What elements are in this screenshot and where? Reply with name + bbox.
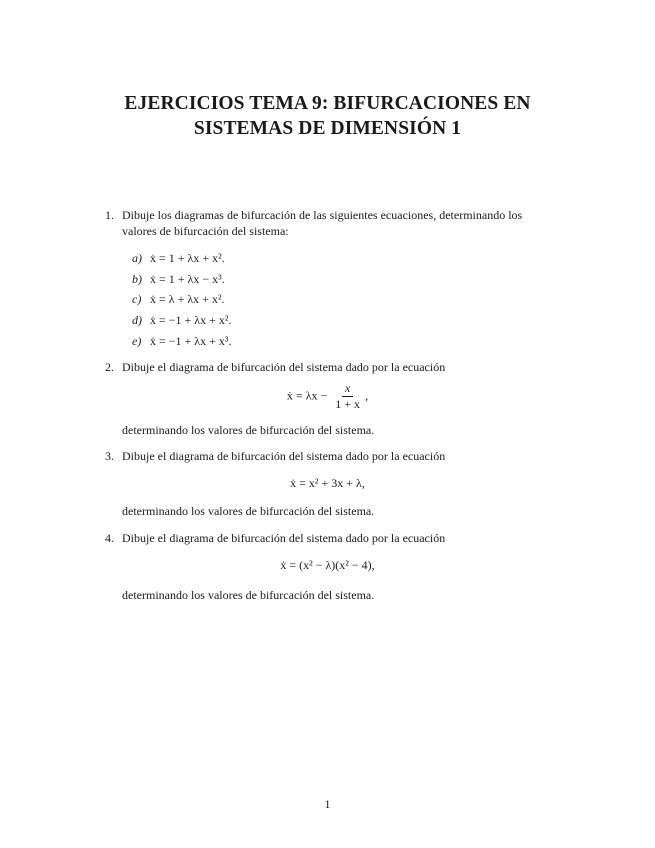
item-equation: ẋ = 1 + λx − x³.: [150, 272, 225, 286]
exercise-3-after-text: determinando los valores de bifurcación del sistema.: [122, 504, 375, 518]
exercise-2-text: Dibuje el diagrama de bifurcación del sistema dado por la ecuación: [122, 360, 446, 374]
item-label: e): [132, 334, 142, 348]
item-label: c): [132, 292, 142, 306]
item-equation: ẋ = −1 + λx + x³.: [150, 334, 232, 348]
exercise-4-number: 4.: [105, 531, 114, 545]
item-equation: ẋ = λ + λx + x².: [150, 292, 225, 306]
exercise-1-item-e: [132, 333, 232, 349]
exercise-2-after-text: determinando los valores de bifurcación del sistema.: [122, 423, 375, 437]
exercise-1-item-d: [132, 312, 232, 328]
item-equation: ẋ = −1 + λx + x².: [150, 313, 232, 327]
item-equation: ẋ = 1 + λx + x².: [150, 251, 225, 265]
exercise-4-after-text: determinando los valores de bifurcación del sistema.: [122, 588, 375, 602]
equation-lhs: ẋ = λx −: [286, 388, 328, 403]
fraction-numerator: x: [342, 381, 353, 397]
exercise-3-text: Dibuje el diagrama de bifurcación del sistema dado por la ecuación: [122, 449, 446, 463]
exercise-4-text: Dibuje el diagrama de bifurcación del sistema dado por la ecuación: [122, 531, 446, 545]
exercise-1-item-b: [132, 271, 225, 287]
exercise-3-number: 3.: [105, 449, 114, 463]
exercise-1-text-line-1: Dibuje los diagramas de bifurcación de las siguientes ecuaciones, determinando los: [122, 208, 523, 222]
equation-fraction: [332, 381, 363, 412]
item-label: b): [132, 272, 142, 286]
exercise-2-number: 2.: [105, 360, 114, 374]
page-number: 1: [324, 797, 331, 811]
page-title-line-1: EJERCICIOS TEMA 9: BIFURCACIONES EN: [124, 93, 531, 114]
exercise-1-item-a: [132, 250, 225, 266]
item-label: d): [132, 313, 142, 327]
exercise-1-text-line-2: valores de bifurcación del sistema:: [122, 224, 289, 238]
exercise-2-equation: [0, 381, 655, 412]
exercise-3-equation: ẋ = x² + 3x + λ,: [290, 476, 365, 490]
exercise-4-equation: ẋ = (x² − λ)(x² − 4),: [280, 558, 375, 572]
exercise-1-number: 1.: [105, 208, 114, 222]
page-title-line-2: SISTEMAS DE DIMENSIÓN 1: [193, 118, 462, 139]
equation-end: ,: [365, 388, 369, 403]
item-label: a): [132, 251, 142, 265]
fraction-denominator: 1 + x: [335, 397, 361, 411]
exercise-1-item-c: [132, 291, 225, 307]
